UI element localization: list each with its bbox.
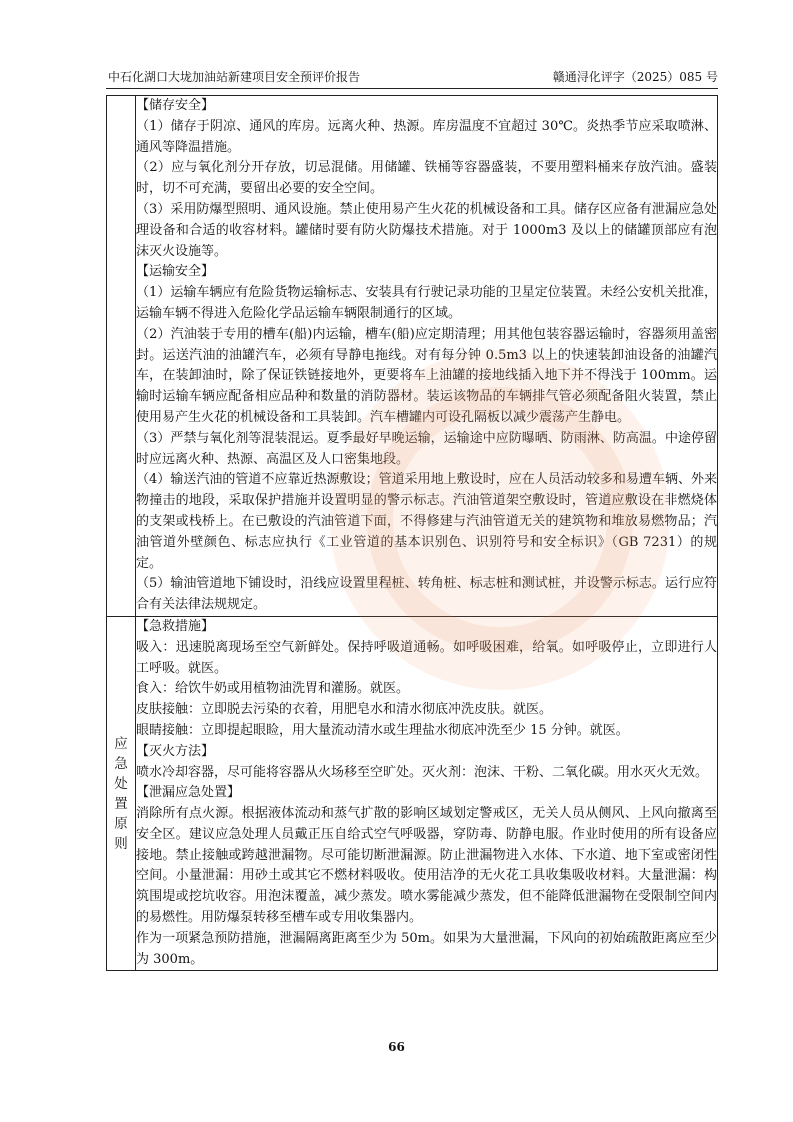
paragraph: 消除所有点火源。根据液体流动和蒸气扩散的影响区域划定警戒区，无关人员从侧风、上风向撤离至安全区。建议应急处理人员戴正压自给式空气呼吸器，穿防毒、防静电服。作业时使用的所有设备应接地。禁止接触或跨越泄漏物。尽可能切断泄漏源。防止泄漏物进入水体、下水道、地下室或密闭性空间。小量泄漏：用砂土或其它不燃材料吸收。使用洁净的无火花工具收集吸收材料。大量泄漏：构筑围堤或挖坑收容。用泡沫覆盖，减少蒸发。喷水雾能减少蒸发，但不能降低泄漏物在受限制空间内的易燃性。用防爆泵转移至槽车或专用收集器内。 bbox=[136, 806, 717, 926]
table-row-storage-transport bbox=[107, 96, 718, 617]
paragraph: 【泄漏应急处置】 bbox=[136, 785, 241, 801]
report-number: 赣通浔化评字（2025）085 号 bbox=[552, 70, 718, 84]
row-label-text: 应急处置原则 bbox=[114, 735, 128, 852]
paragraph: 吸入：迅速脱离现场至空气新鲜处。保持呼吸道通畅。如呼吸困难，给氧。如呼吸停止，立即进行人工呼吸。就医。 bbox=[136, 639, 717, 676]
paragraph: 食入：给饮牛奶或用植物油洗胃和灌肠。就医。 bbox=[136, 681, 410, 697]
paragraph: 作为一项紧急预防措施，泄漏隔离距离至少为 50m。如果为大量泄漏，下风向的初始疏散距离应至少为 300m。 bbox=[136, 930, 717, 967]
paragraph: （1）运输车辆应有危险货物运输标志、安装具有行驶记录功能的卫星定位装置。未经公安机关批准，运输车辆不得进入危险化学品运输车辆限制通行的区域。 bbox=[136, 285, 717, 321]
row-label bbox=[107, 616, 136, 971]
paragraph: 皮肤接触：立即脱去污染的衣着，用肥皂水和清水彻底冲洗皮肤。就医。 bbox=[136, 702, 553, 718]
page-header bbox=[106, 68, 718, 89]
report-title: 中石化湖口大垅加油站新建项目安全预评价报告 bbox=[108, 70, 361, 84]
paragraph: （3）采用防爆型照明、通风设施。禁止使用易产生火花的机械设备和工具。储存区应备有泄漏应急处理设备和合适的收容材料。罐储时要有防火防爆技术措施。对于 1000m3 及以上的储罐顶部应有泡沫灭火设施等。 bbox=[136, 201, 717, 259]
paragraph-block bbox=[136, 617, 717, 971]
paragraph: 【储存安全】 bbox=[136, 98, 215, 113]
paragraph: 【急救措施】 bbox=[136, 618, 215, 634]
paragraph: （5）输油管道地下铺设时，沿线应设置里程桩、转角桩、标志桩和测试桩，并设警示标志。运行应符合有关法律法规规定。 bbox=[136, 576, 717, 613]
row-content bbox=[136, 96, 718, 617]
row-content bbox=[136, 616, 718, 971]
content-table bbox=[106, 95, 718, 971]
paragraph: （3）严禁与氧化剂等混装混运。夏季最好早晚运输，运输途中应防曝晒、防雨淋、防高温。中途停留时应远离火种、热源、高温区及人口密集地段。 bbox=[136, 430, 717, 467]
table-row-emergency bbox=[107, 616, 718, 971]
page-number: 66 bbox=[388, 1040, 405, 1054]
paragraph: 喷水冷却容器，尽可能将容器从火场移至空旷处。灭火剂：泡沫、干粉、二氧化碳。用水灭火无效。 bbox=[136, 764, 709, 780]
paragraph: 眼睛接触：立即提起眼睑，用大量流动清水或生理盐水彻底冲洗至少 15 分钟。就医。 bbox=[136, 722, 629, 738]
paragraph: （2）应与氧化剂分开存放，切忌混储。用储罐、铁桶等容器盛装，不要用塑料桶来存放汽油。盛装时，切不可充满，要留出必要的安全空间。 bbox=[136, 160, 717, 197]
paragraph: （1）储存于阴凉、通风的库房。远离火种、热源。库房温度不宜超过 30℃。炎热季节应采取喷淋、通风等降温措施。 bbox=[136, 118, 717, 155]
paragraph-block bbox=[136, 96, 717, 616]
paragraph: （4）输送汽油的管道不应靠近热源敷设；管道采用地上敷设时，应在人员活动较多和易遭车辆、外来物撞击的地段，采取保护措施并设置明显的警示标志。汽油管道架空敷设时，管道应敷设在非燃烧体的支架或栈桥上。在已敷设的汽油管道下面，不得修建与汽油管道无关的建筑物和堆放易燃物品；汽油管道外壁颜色、标志应执行《工业管道的基本识别色、识别符号和安全标识》（GB 7231）的规定。 bbox=[136, 472, 717, 571]
paragraph: 【灭火方法】 bbox=[136, 743, 215, 759]
row-label bbox=[107, 96, 136, 617]
paragraph: 【运输安全】 bbox=[136, 264, 215, 280]
paragraph: （2）汽油装于专用的槽车(船)内运输，槽车(船)应定期清理；用其他包装容器运输时，容器须用盖密封。运送汽油的油罐汽车，必须有导静电拖线。对有每分钟 0.5m3 以上的快速装卸油设备的油罐汽车，在装卸油时，除了保证铁链接地外，更要将车上油罐的接地线插入地下并不得浅于 100mm。运输时运输车辆应配备相应品种和数量的消防器材。装运该物品的车辆排气管必须配备阻火装置，禁止使用易产生火花的机械设备和工具装卸。汽车槽罐内可设孔隔板以减少震荡产生静电。 bbox=[136, 326, 717, 425]
